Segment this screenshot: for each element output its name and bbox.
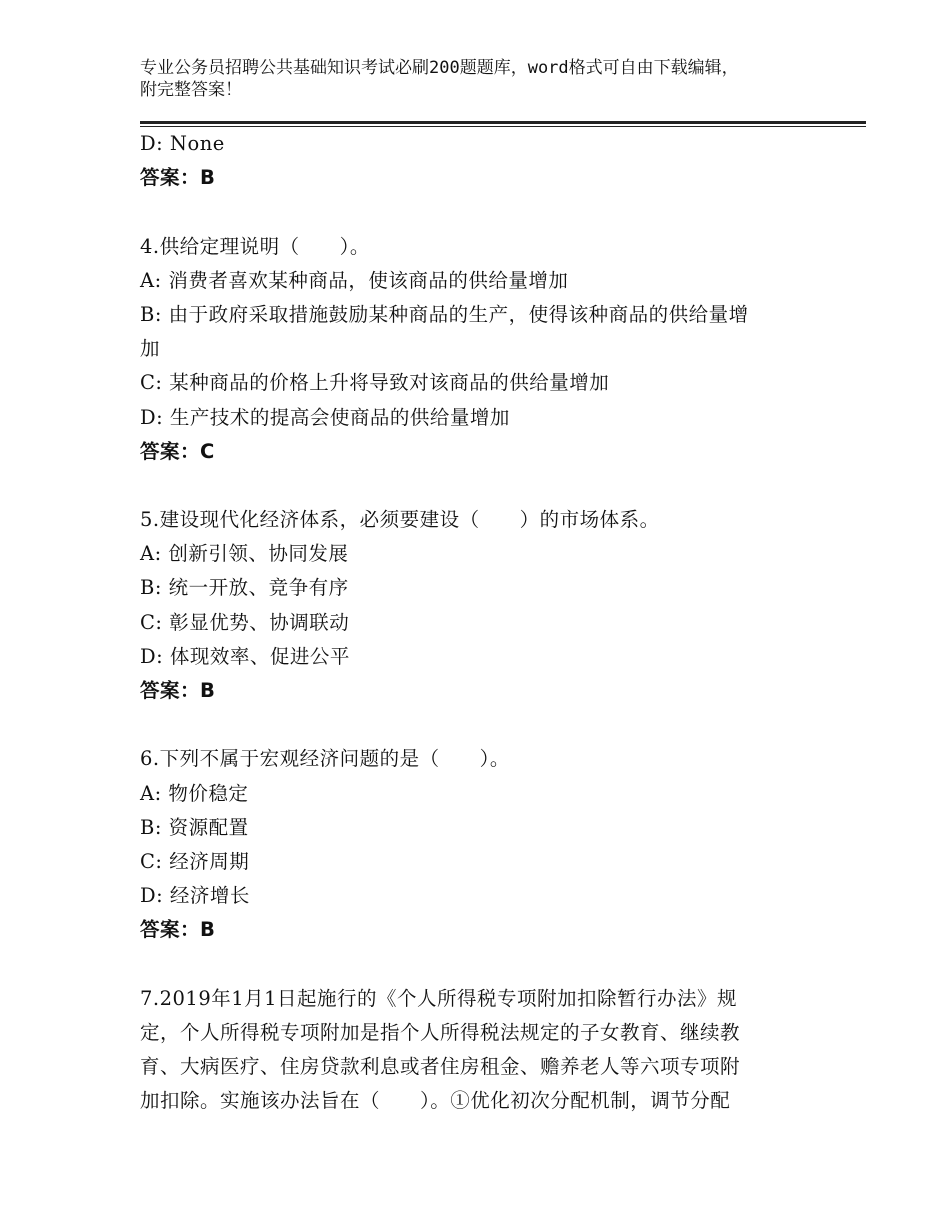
q5-answer: 答案：B bbox=[140, 679, 216, 702]
q7-stem-line4: 加扣除。实施该办法旨在（ ）。①优化初次分配机制，调节分配 bbox=[140, 1089, 731, 1113]
document-header bbox=[140, 57, 830, 101]
header-line-1: 专业公务员招聘公共基础知识考试必刷200题题库，word格式可自由下载编辑， bbox=[140, 58, 739, 78]
q4-option-d: D: 生产技术的提高会使商品的供给量增加 bbox=[140, 405, 510, 429]
q3-answer: 答案：B bbox=[140, 166, 216, 190]
q6-answer: 答案：B bbox=[140, 918, 216, 942]
q5-option-a: A: 创新引领、协同发展 bbox=[140, 542, 349, 566]
spacer bbox=[140, 708, 820, 742]
q7-stem-line3: 育、大病医疗、住房贷款利息或者住房租金、赡养老人等六项专项附 bbox=[140, 1055, 741, 1079]
q3-option-d: D: None bbox=[140, 132, 225, 155]
spacer bbox=[140, 948, 820, 982]
q6-option-c: C: 经济周期 bbox=[140, 849, 250, 873]
q5-option-b: B: 统一开放、竞争有序 bbox=[140, 576, 349, 600]
q5-option-d: D: 体现效率、促进公平 bbox=[140, 644, 350, 668]
spacer bbox=[140, 195, 820, 229]
q4-option-b-line2: 加 bbox=[140, 337, 161, 361]
q6-option-a: A: 物价稳定 bbox=[140, 781, 249, 805]
q6-stem: 6.下列不属于宏观经济问题的是（ ）。 bbox=[140, 747, 510, 771]
q5-option-c: C: 彰显优势、协调联动 bbox=[140, 610, 350, 634]
q6-option-b: B: 资源配置 bbox=[140, 815, 249, 839]
q6-option-d: D: 经济增长 bbox=[140, 884, 250, 908]
q7-stem-line1: 7.2019年1月1日起施行的《个人所得税专项附加扣除暂行办法》规 bbox=[140, 986, 738, 1010]
q4-stem: 4.供给定理说明（ ）。 bbox=[140, 234, 370, 258]
q4-option-a: A: 消费者喜欢某种商品，使该商品的供给量增加 bbox=[140, 268, 569, 292]
question-content bbox=[140, 127, 820, 1118]
q5-stem: 5.建设现代化经济体系，必须要建设（ ）的市场体系。 bbox=[140, 508, 660, 532]
q7-stem-line2: 定，个人所得税专项附加是指个人所得税法规定的子女教育、继续教 bbox=[140, 1020, 741, 1044]
header-rule-thick bbox=[140, 121, 866, 124]
q4-option-c: C: 某种商品的价格上升将导致对该商品的供给量增加 bbox=[140, 371, 610, 395]
header-line-2: 附完整答案！ bbox=[140, 80, 242, 100]
q4-option-b-line1: B: 由于政府采取措施鼓励某种商品的生产，使得该种商品的供给量增 bbox=[140, 302, 749, 326]
spacer bbox=[140, 469, 820, 503]
q4-answer: 答案：C bbox=[140, 439, 215, 463]
